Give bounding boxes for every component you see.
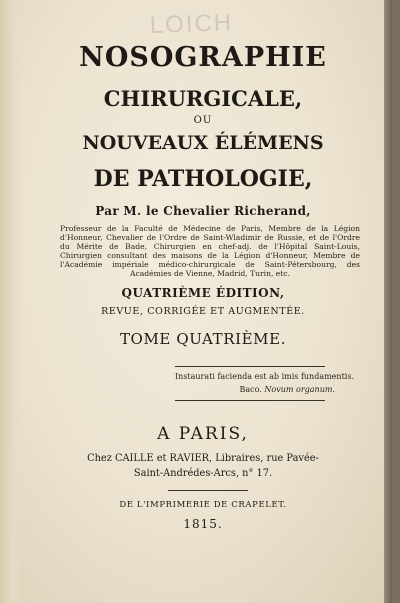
book-spine-shadow: [0, 0, 22, 603]
printer-line: DE L'IMPRIMERIE DE CRAPELET.: [119, 500, 287, 510]
edition-line: QUATRIÈME ÉDITION,: [121, 286, 285, 300]
author-line: Par M. le Chevalier Richerand,: [95, 204, 311, 218]
title-line-4: NOUVEAUX ÉLÉMENS: [82, 132, 324, 154]
imprint-city: A PARIS,: [157, 424, 249, 444]
title-line-3: OU: [193, 115, 213, 126]
epigraph-rule-bottom: [175, 400, 325, 401]
publication-year: 1815.: [183, 517, 223, 531]
title-line-1: NOSOGRAPHIE: [79, 42, 327, 73]
edition-note: REVUE, CORRIGÉE ET AUGMENTÉE.: [101, 306, 305, 317]
author-bio: Professeur de la Faculté de Médecine de Paris, Membre de la Légion d'Honneur, Chevalier de l'Ordre de Saint-Wladimir de Russie, et de l'Ordre du Mérite de Bade, Chirurgien en chef-adj. de l'Hôpital Saint-Louis, Chirurgien consultant des maisons de la Légion d'Honneur, Membre de l'Académie impériale médico-chirurgicale de Saint-Pétersbourg, des Académies de Vienne, Madrid, Turin, etc.: [60, 224, 360, 279]
title-line-2: CHIRURGICALE,: [103, 86, 303, 111]
epigraph-work: Novum organum.: [264, 385, 335, 394]
epigraph-author: Baco.: [239, 385, 262, 394]
publisher-line-1: Chez CAILLE et RAVIER, Libraires, rue Pavée-: [87, 453, 319, 464]
volume-title: TOME QUATRIÈME.: [119, 330, 287, 348]
library-stamp: LOICH: [149, 9, 234, 40]
title-line-5: DE PATHOLOGIE,: [93, 166, 313, 192]
epigraph-rule-top: [175, 366, 325, 367]
page-edge: [384, 0, 392, 603]
imprint-rule: [168, 490, 248, 491]
epigraph-text: Instaurati facienda est ab imis fundamentis.: [175, 372, 354, 381]
epigraph-attribution: [175, 383, 335, 396]
epigraph: [175, 370, 354, 396]
publisher-line-2: Saint-Andrédes-Arcs, n° 17.: [133, 468, 273, 479]
